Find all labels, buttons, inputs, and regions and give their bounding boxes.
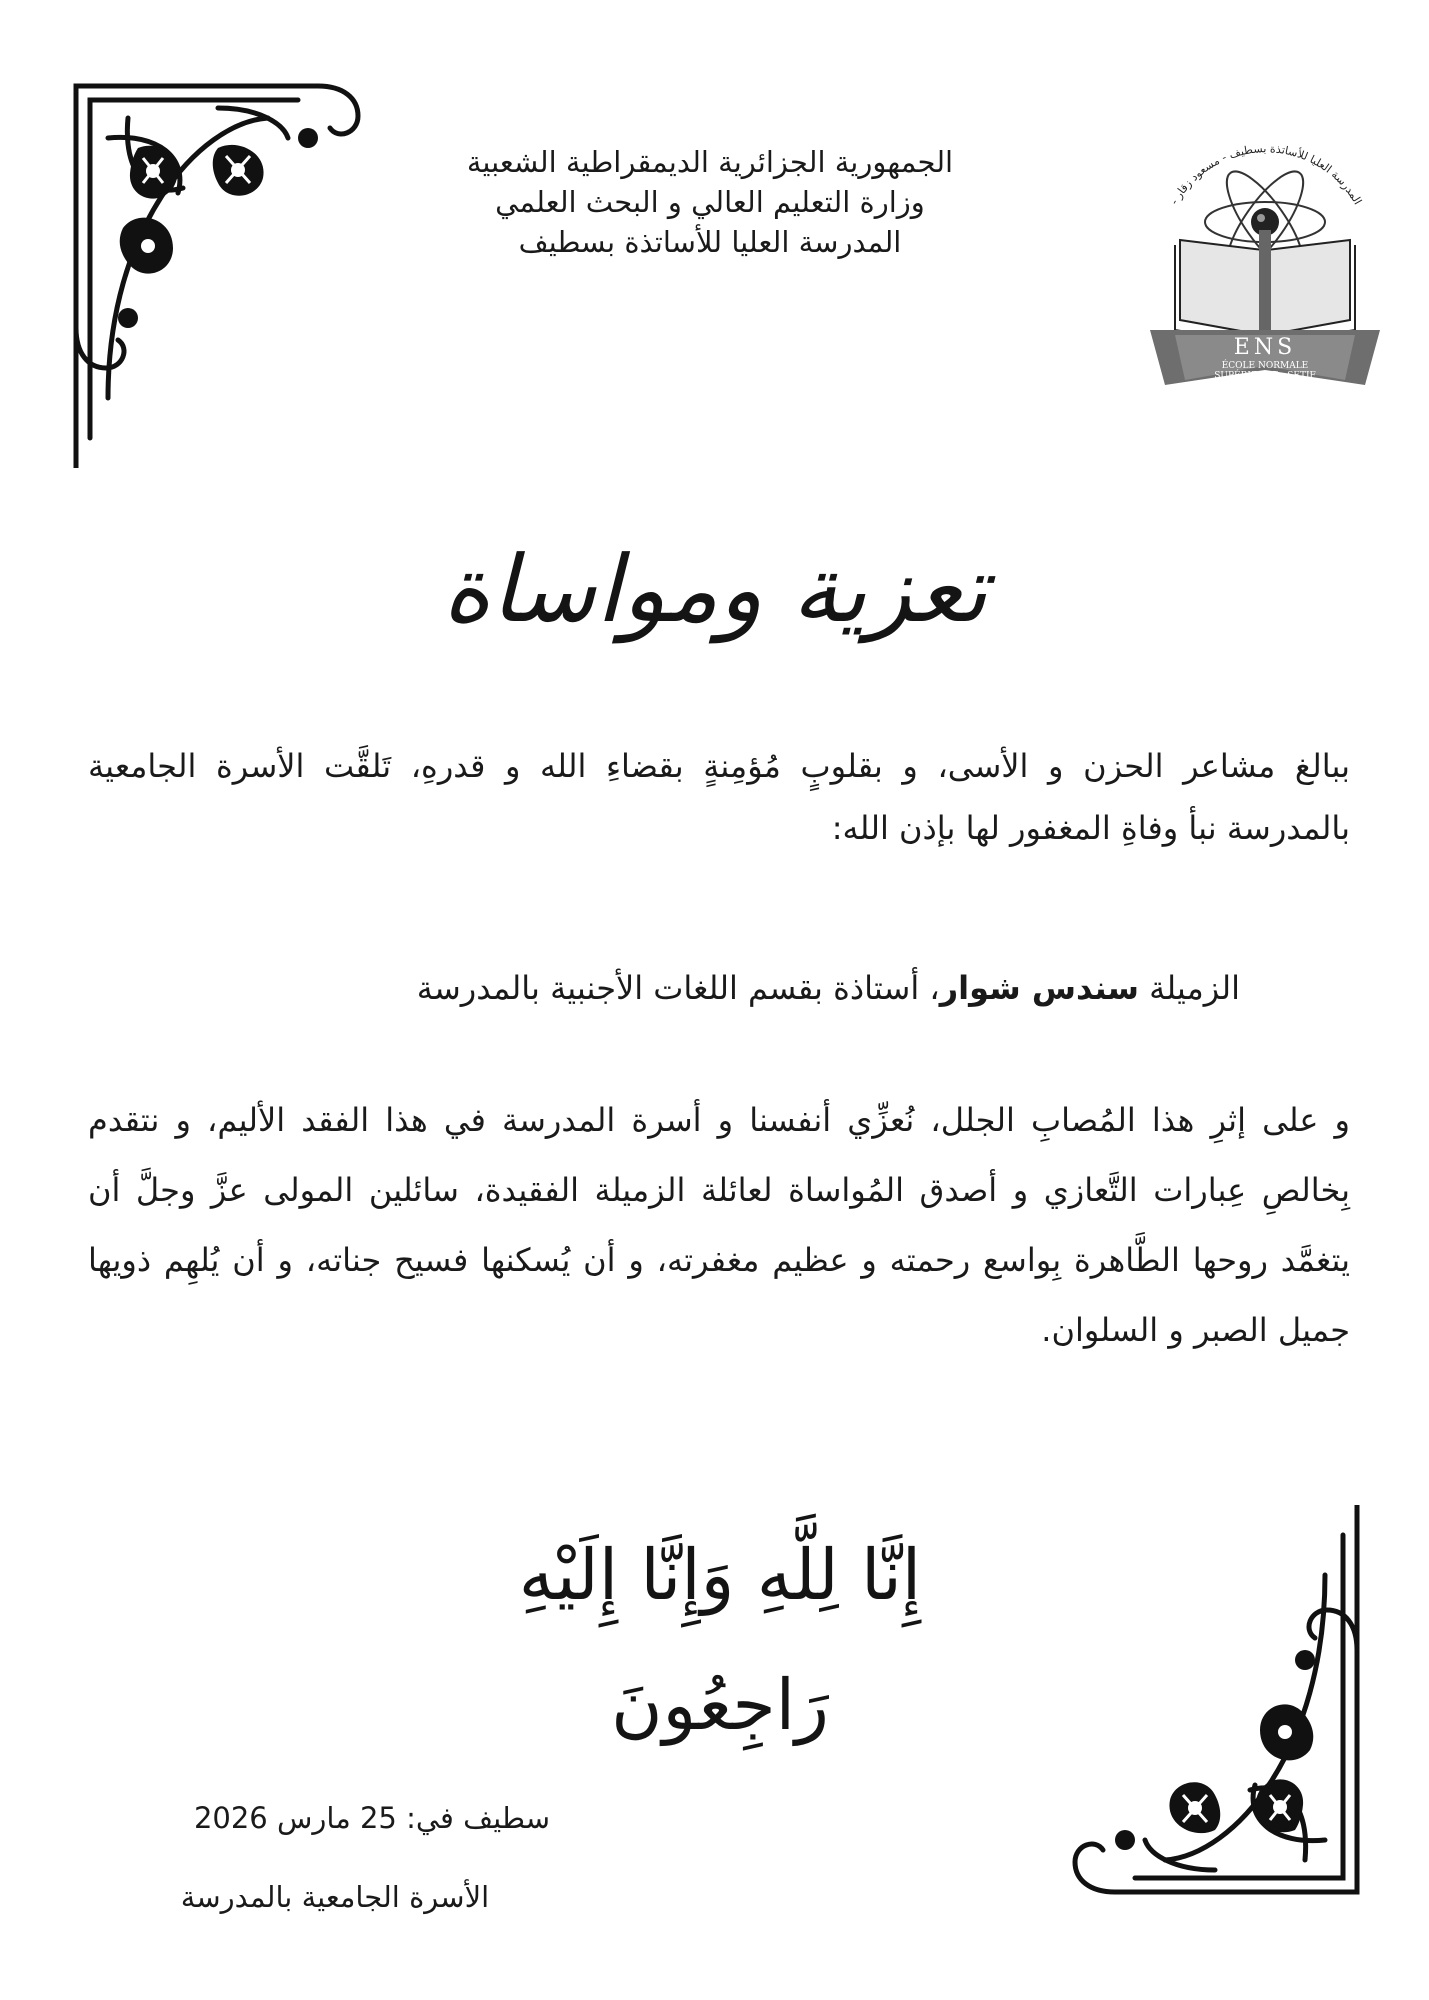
svg-text:المدرسة العليا للأساتذة بسطيف (1168, 142, 1365, 207)
colleague-name: سندس شوار (939, 969, 1139, 1007)
header-ministry: وزارة التعليم العالي و البحث العلمي (495, 185, 925, 219)
ens-setif-logo (1135, 130, 1400, 385)
document-title: تعزية ومواساة (442, 536, 988, 643)
header-school: المدرسة العليا للأساتذة بسطيف (518, 225, 902, 259)
announcement-paragraph: ببالغ مشاعر الحزن و الأسى، و بقلوبٍ مُؤمِنةٍ بقضاءِ الله و قدرهِ، تَلقَّت الأسرة الجامعية بالمدرسة نبأ وفاةِ المغفور لها بإذن الله: (88, 747, 1350, 847)
colleague-prefix: الزميلة (1149, 969, 1240, 1007)
deceased-line (180, 965, 1240, 1011)
quran-verse: إِنَّا لِلَّهِ وَإِنَّا إِلَيْهِ رَاجِعُونَ (518, 1534, 922, 1746)
logo-sub2: SUPÉRIEURE - SETIF (1214, 371, 1316, 381)
logo-abbr: ENS (1233, 335, 1297, 360)
place-date: سطيف في: 25 مارس 2026 (193, 1801, 550, 1835)
condolence-paragraph: و على إثرِ هذا المُصابِ الجلل، نُعزِّي أنفسنا و أسرة المدرسة في هذا الفقد الأليم، و نتقدم بِخالصِ عِبارات التَّعازي و أصدق المُواساة لعائلة الزميلة الفقيدة، سائلين المولى عزَّ وجلَّ أن يتغمَّد روحها الطَّاهرة بِواسع رحمته و عظيم مغفرته، و أن يُسكنها فسيح جناته، و أن يُلهِم ذويها جميل الصبر و السلوان. (88, 1101, 1350, 1349)
institution-header (400, 142, 1020, 262)
ornament-corner-bottom-right (970, 1505, 1365, 1900)
logo-ring-text: المدرسة العليا للأساتذة بسطيف - مسعود زقار - (1167, 142, 1365, 207)
header-republic: الجمهورية الجزائرية الديمقراطية الشعبية (466, 145, 954, 179)
logo-sub1: ÉCOLE NORMALE (1221, 361, 1309, 371)
colleague-suffix: ، أستاذة بقسم اللغات الأجنبية بالمدرسة (416, 969, 940, 1007)
ornament-corner-top-left (68, 78, 463, 468)
signed-by: الأسرة الجامعية بالمدرسة (180, 1880, 490, 1914)
